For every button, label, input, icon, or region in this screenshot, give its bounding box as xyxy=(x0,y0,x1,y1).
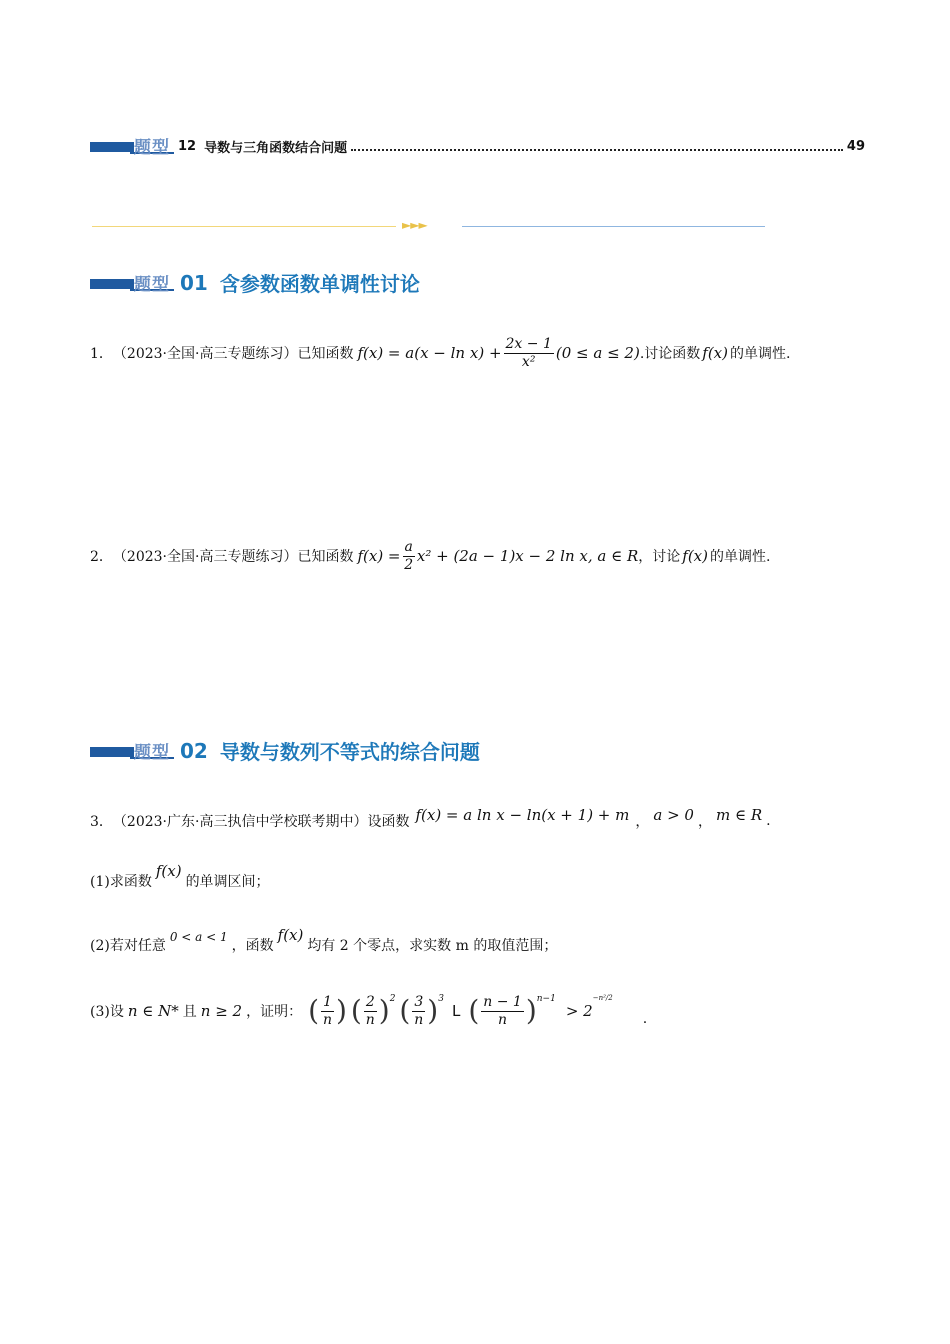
section-title: 导数与数列不等式的综合问题 xyxy=(219,740,480,764)
question-source: （2023·广东·高三执信中学校联考期中）设函数 xyxy=(112,814,410,830)
question-1 xyxy=(90,333,790,373)
section-number: 02 xyxy=(180,738,208,763)
divider-left-line xyxy=(92,226,396,227)
part-tail: 的单调区间； xyxy=(185,874,270,890)
formula-cond-a: a > 0 xyxy=(653,806,694,824)
question-source: （2023·全国·高三专题练习）已知函数 xyxy=(112,549,354,565)
section-title: 含参数函数单调性讨论 xyxy=(219,272,420,296)
product-inequality: ( $\frac{1}{n}$ ) ( $\frac{2}{n}$ ) $^2$ ( $\frac{3}{n}$ ) $^3$ L ( $\frac{n - 1}{n}$ ) $^{n-1}$ > 2 −n²/2 xyxy=(308,993,613,1028)
question-index: 3． xyxy=(90,814,113,830)
separator: ， xyxy=(697,814,712,830)
question-3-part-3 xyxy=(90,984,647,1038)
question-text-mid: .讨论函数 xyxy=(639,346,701,362)
part-prefix: (3)设 xyxy=(90,1004,124,1020)
question-index: 2． xyxy=(90,549,113,565)
toc-entry-12[interactable] xyxy=(90,132,865,160)
question-3 xyxy=(90,806,771,836)
formula-fraction: $\frac{a}{2}$ xyxy=(404,538,414,573)
formula-n-cond: n ≥ 2 xyxy=(200,1002,243,1020)
divider-right-line xyxy=(462,226,765,227)
ellipsis: L xyxy=(451,1002,461,1020)
formula-cond: 0 < a < 1 xyxy=(169,930,228,944)
question-3-part-2 xyxy=(90,926,558,960)
topic-badge: 题型 xyxy=(90,136,174,156)
part-mid: ，函数 xyxy=(231,938,274,954)
toc-leader-dots xyxy=(351,141,843,151)
question-source: （2023·全国·高三专题练习）已知函数 xyxy=(112,346,354,362)
formula-rhs: x² + (2a − 1)x − 2 ln x, a ∈ R xyxy=(416,547,639,565)
divider-arrows-icon: ►►► xyxy=(402,218,427,232)
question-text-tail: 的单调性. xyxy=(729,346,791,362)
formula-lhs: f(x) = a(x − ln x) + xyxy=(357,344,502,362)
question-3-part-1 xyxy=(90,862,270,896)
formula-n-domain: n ∈ N* xyxy=(127,1002,179,1020)
toc-number: 12 xyxy=(178,138,197,154)
question-2 xyxy=(90,536,770,576)
formula-fraction: $\frac{2x - 1}{\text{x²}}$ xyxy=(505,335,552,370)
toc-page-number: 49 xyxy=(846,138,865,154)
section-heading-01 xyxy=(90,268,420,297)
formula-cond-m: m ∈ R xyxy=(715,806,763,824)
topic-badge: 题型 xyxy=(90,273,174,293)
toc-title: 导数与三角函数结合问题 xyxy=(204,140,348,156)
formula-fx: f(x) xyxy=(702,344,728,362)
question-text-tail: 的单调性. xyxy=(709,549,771,565)
part-prefix: (2)若对任意 xyxy=(90,938,166,954)
formula-function: f(x) = a ln x − ln(x + 1) + m xyxy=(415,806,630,824)
separator: ， xyxy=(635,814,650,830)
formula-condition: (0 ≤ a ≤ 2) xyxy=(555,344,640,362)
sentence-end: . xyxy=(766,813,771,829)
part-mid: 且 xyxy=(182,1004,197,1020)
question-index: 1． xyxy=(90,346,113,362)
sentence-end: . xyxy=(642,1011,648,1027)
part-prove: ，证明： xyxy=(246,1004,303,1020)
formula-fx: f(x) xyxy=(682,547,708,565)
section-heading-02 xyxy=(90,736,480,765)
question-text-mid: ，讨论 xyxy=(638,549,681,565)
formula-fx: f(x) xyxy=(155,862,182,880)
formula-fx: f(x) xyxy=(277,926,304,944)
inequality-rhs: > 2 xyxy=(565,1002,593,1020)
part-prefix: (1)求函数 xyxy=(90,874,152,890)
formula-lhs: f(x) = xyxy=(357,547,401,565)
part-tail: 均有 2 个零点，求实数 m 的取值范围； xyxy=(307,938,558,954)
section-number: 01 xyxy=(180,270,208,295)
topic-badge: 题型 xyxy=(90,741,174,761)
